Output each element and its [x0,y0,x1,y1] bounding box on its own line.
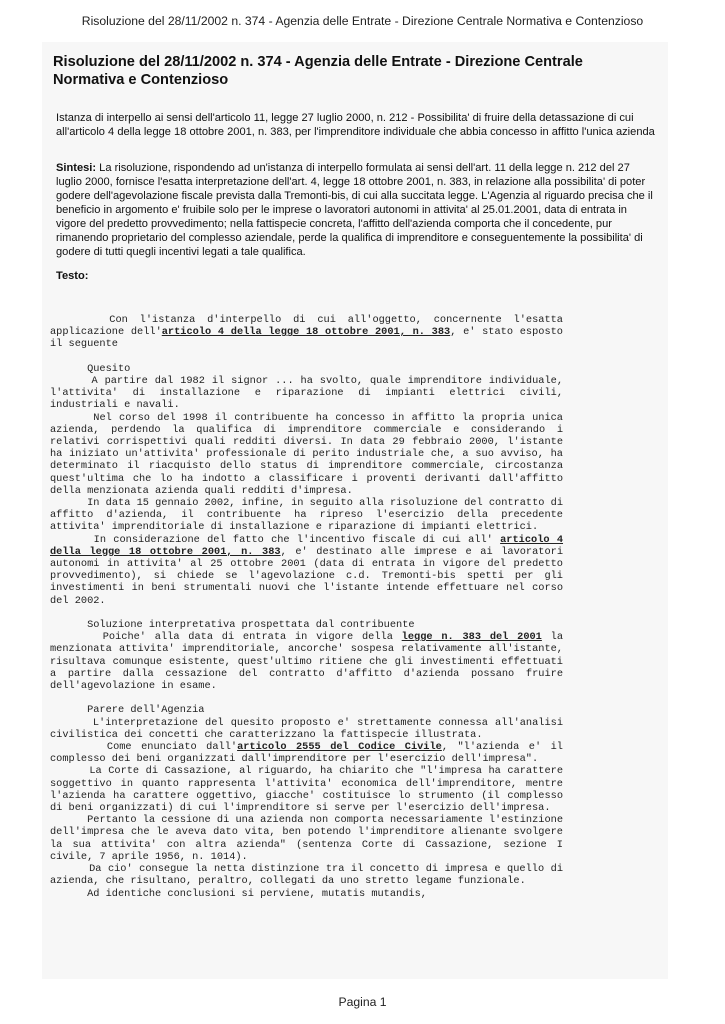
document-panel [42,42,668,979]
parere-paragraph: La Corte di Cassazione, al riguardo, ha chiarito che "l'impresa ha carattere soggettivo in quanto rappresenta l'attivita' economica dell'imprenditore, mentre l'azienda ha carattere oggettivo, giacche' costituisce lo strumento (il complesso di beni organizzati) di cui l'imprenditore si serve per l'esercizio dell'impresa. [50,765,564,815]
parere-paragraph: Come enunciato dall'articolo 2555 del Codice Civile, "l'azienda e' il complesso dei beni organizzati dall'imprenditore per l'esercizio dell'impresa". [50,741,563,766]
intro-paragraph: Con l'istanza d'interpello di cui all'oggetto, concernente l'esatta applicazione dell'articolo 4 della legge 18 ottobre 2001, n. 383, e' stato esposto il seguente [50,314,563,351]
sintesi-label: Sintesi: [56,162,97,174]
parere-paragraph: Pertanto la cessione di una azienda non comporta necessariamente l'estinzione dell'impresa che le aveva dato vita, ben potendo l'imprenditore alienante svolgere la sua attivita' con altra azienda" (sentenza Corte di Cassazione, sezione I civile, 7 aprile 1956, n. 1014). [50,814,563,863]
parere-paragraph: Ad identiche conclusioni si perviene, mutatis mutandis, [87,887,427,900]
soluzione-paragraph: Poiche' alla data di entrata in vigore della legge n. 383 del 2001 la menzionata attivita' imprenditoriale, ancorche' sospesa relativamente all'istante, risultava comunque esistente, quest'ultimo ritiene che gli investimenti effettuati a partire dalla cessazione del contratto d'affitto d'azienda possano fruire dell'agevolazione in esame. [50,631,564,693]
testo-label: Testo: [56,270,89,282]
soluzione-heading: Soluzione interpretativa prospettata dal contribuente [87,619,415,632]
law-link-art4-l383[interactable]: articolo 4 della legge 18 ottobre 2001, n. 383 [161,326,451,339]
document-summary: Istanza di interpello ai sensi dell'articolo 11, legge 27 luglio 2000, n. 212 - Possibilita' di fruire della detassazione di cui all'articolo 4 della legge 18 ottobre 2001, n. 383, per l'imprenditore individuale che abbia concesso in affitto l'unica azienda [56,112,655,138]
sintesi-text: La risoluzione, rispondendo ad un'istanza di interpello formulata ai sensi dell'art. 11 della legge n. 212 del 27 luglio 2000, fornisce l'esatta interpretazione dell'art. 4, legge 18 ottobre 2001, n. 383, in relazione alla possibilita' di poter godere dell'agevolazione fiscale prevista dalla Tremonti-bis, di cui alla succitata legge. L'Agenzia al riguardo precisa che il beneficio in argomento e' fruibile solo per le imprese o lavoratori autonomi in attivita' al 25.01.2001, data di entrata in vigore del predetto provvedimento; nella fattispecie concreta, l'affitto dell'azienda comporta che il concedente, pur rimanendo proprietario del complesso aziendale, perde la qualifica di imprenditore e conseguentemente la possibilita' di godere di tutti quegli incentivi legati a tale qualifica. [56,162,653,258]
quesito-paragraph: A partire dal 1982 il signor ... ha svolto, quale imprenditore individuale, l'attivita' di installazione e riparazione di impianti elettrici civili, industriali e navali. [50,375,563,412]
quesito-paragraph: In data 15 gennaio 2002, infine, in seguito alla risoluzione del contratto di affitto d'azienda, il contribuente ha ripreso l'esercizio della precedente attivita' imprenditoriale di installazione e riparazione di impianti elettrici. [50,497,564,534]
page-number: Pagina 1 [338,995,387,1009]
document-title: Risoluzione del 28/11/2002 n. 374 - Agenzia delle Entrate - Direzione Centrale Normativa e Contenzioso [53,54,583,88]
law-link-art4-l383[interactable]: articolo 4 della legge 18 ottobre 2001, n. 383 [50,533,564,558]
parere-paragraph: Da cio' consegue la netta distinzione tra il concetto di impresa e quello di azienda, che risultano, peraltro, collegati da uno stretto legame funzionale. [50,863,564,888]
sintesi-paragraph [56,161,656,259]
parere-heading: Parere dell'Agenzia [87,704,205,717]
body-text [50,314,563,900]
quesito-paragraph: Nel corso del 1998 il contribuente ha concesso in affitto la propria unica azienda, perdendo la qualifica di imprenditore commerciale e considerando i relativi corrispettivi quali redditi diversi. In data 29 febbraio 2000, l'istante ha iniziato un'attivita' professionale di perito industriale che, a suo avviso, ha determinato il riacquisto dello status di imprenditore commerciale, circostanza quest'ultima che lo ha indotto a classificare i proventi derivanti dall'affitto della menzionata azienda quali redditi d'impresa. [50,411,563,497]
parere-paragraph: L'interpretazione del quesito proposto e' strettamente connessa all'analisi civilistica dei concetti che caratterizzano la fattispecie illustrata. [50,716,564,741]
law-link-l383-2001[interactable]: legge n. 383 del 2001 [401,631,542,644]
quesito-heading: Quesito [87,362,131,375]
law-link-art2555-cc[interactable]: articolo 2555 del Codice Civile [237,741,442,754]
quesito-paragraph: In considerazione del fatto che l'incentivo fiscale di cui all' articolo 4 della legge 18 ottobre 2001, n. 383, e' destinato alle imprese e ai lavoratori autonomi in attivita' al 25 ottobre 2001 (data di entrata in vigore del predetto provvedimento), si chiede se l'agevolazione c.d. Tremonti-bis spetti per gli investimenti in beni strumentali nuovi che l'istante intende effettuare nel corso del 2002. [50,533,564,607]
running-header: Risoluzione del 28/11/2002 n. 374 - Agenzia delle Entrate - Direzione Centrale Normativa e Contenzioso [81,14,644,28]
